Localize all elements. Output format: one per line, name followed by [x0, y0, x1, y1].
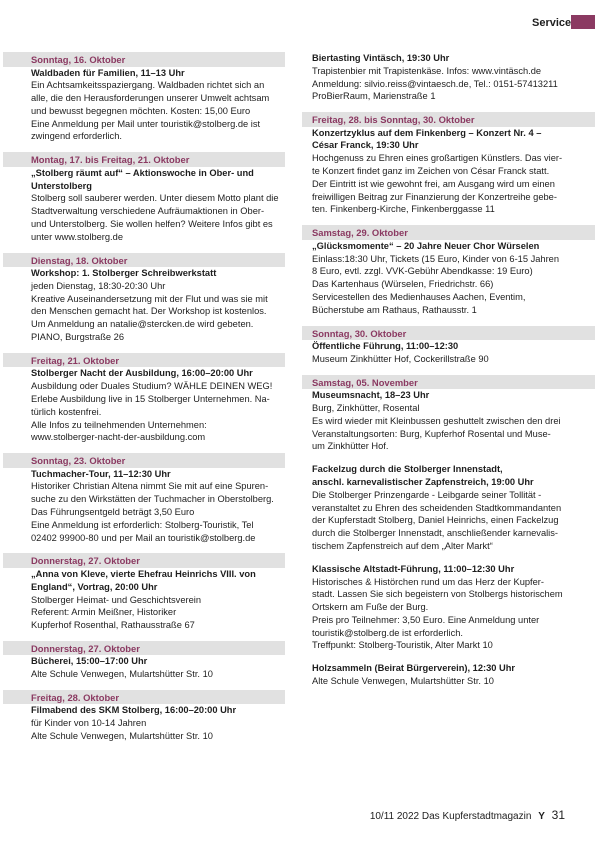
event-text-line: Stadtverwaltung verschiedene Aufräumaktionen in Ober- [31, 206, 265, 217]
event-body [302, 662, 595, 688]
event-text-line: ProBierRaum, Marienstraße 1 [312, 91, 436, 102]
event-text-line: tischem Zapfenstreich auf dem „Alter Markt“ [312, 540, 493, 551]
event-entry [302, 112, 595, 216]
event-text-line: um Zinkhütter Hof. [312, 441, 389, 452]
event-entry [3, 253, 285, 344]
event-text-line: und bewusst begegnen möchten. Kosten: 15,00 Euro [31, 105, 251, 116]
event-title-line: Tuchmacher-Tour, 11–12:30 Uhr [31, 468, 171, 479]
event-text-line: Alte Schule Venwegen, Mulartshütter Str. 10 [312, 676, 494, 687]
event-entry [3, 690, 285, 743]
event-text-line: suche zu den Wirkstätten der Tuchmacher in Oberstolberg. [31, 494, 274, 505]
issue-label: 10/11 2022 Das Kupferstadtmagazin [369, 811, 532, 822]
event-text-line: veranstaltet zu Ehren des scheidenden Stadtkommandanten [312, 502, 562, 513]
event-title-line: „Anna von Kleve, vierte Ehefrau Heinrichs VIII. von [31, 568, 256, 579]
event-text-line: 8 Euro, evtl. zzgl. VVK-Gebühr Abendkasse: 19 Euro) [312, 266, 533, 277]
event-entry [302, 463, 595, 553]
event-title-line: Waldbaden für Familien, 11–13 Uhr [31, 67, 185, 78]
event-text-line: den Menschen gemacht hat. Der Workshop ist kostenlos. [31, 306, 267, 317]
event-entry [3, 641, 285, 681]
event-title-line: Workshop: 1. Stolberger Schreibwerkstatt [31, 268, 217, 279]
event-date: Samstag, 05. November [302, 375, 595, 390]
event-text-line: Museum Zinkhütter Hof, Cockerillstraße 90 [312, 353, 489, 364]
events-column-right [302, 52, 595, 697]
event-text-line: 02402 99900-80 und per Mail an touristik@stolberg.de [31, 532, 256, 543]
event-text-line: Veranstaltungsorten: Burg, Kupferhof Rosental und Muse- [312, 428, 551, 439]
event-text-line: Eine Anmeldung per Mail unter touristik@stolberg.de ist [31, 118, 261, 129]
event-title-line: Biertasting Vintäsch, 19:30 Uhr [312, 53, 450, 63]
event-body [302, 389, 595, 453]
page-footer [370, 808, 565, 822]
event-text-line: Stolberg soll sauberer werden. Unter diesem Motto plant die [31, 193, 279, 204]
event-text-line: te Konzert findet ganz im Zeichen von César Franck statt. [312, 166, 550, 177]
event-text-line: Referent: Armin Meißner, Historiker [31, 607, 177, 618]
event-body [302, 463, 595, 553]
event-body [302, 240, 595, 317]
event-date: Freitag, 28. Oktober [3, 690, 285, 705]
event-title-line: Bücherei, 15:00–17:00 Uhr [31, 656, 148, 667]
event-text-line: Burg, Zinkhütter, Rosental [312, 402, 420, 413]
event-text-line: alle, die den Herausforderungen unserer Umwelt achtsam [31, 93, 270, 104]
event-text-line: Hochgenuss zu Ehren eines großartigen Künstlers. Das vier- [312, 153, 563, 164]
event-text-line: freiwilligen Beitrag zur Finanzierung der Konzertreihe gebe- [312, 191, 557, 202]
events-column-left [3, 52, 285, 752]
event-body [302, 127, 595, 217]
event-title-line: England“, Vortrag, 20:00 Uhr [31, 581, 158, 592]
event-body [302, 52, 595, 103]
event-text-line: türlich kostenfrei. [31, 406, 102, 417]
event-body [302, 563, 595, 653]
section-accent-bar [571, 15, 595, 29]
event-text-line: Ausbildung oder Duales Studium? WÄHLE DEINEN WEG! [31, 381, 273, 392]
event-entry [3, 52, 285, 143]
event-title-line: „Glücksmomente“ – 20 Jahre Neuer Chor Würselen [312, 240, 540, 251]
event-text-line: Das Führungsentgeld beträgt 3,50 Euro [31, 507, 195, 518]
event-text-line: Bücherstube am Rathaus, Rathausstr. 1 [312, 304, 477, 315]
event-title-line: anschl. karnevalistischer Zapfenstreich, 19:00 Uhr [312, 476, 534, 487]
event-title-line: Stolberger Nacht der Ausbildung, 16:00–20:00 Uhr [31, 368, 253, 379]
event-text-line: Erlebe Ausbildung live in 15 Stolberger Unternehmen. Na- [31, 393, 270, 404]
event-text-line: Es wird wieder mit Kleinbussen geshuttelt zwischen den drei [312, 415, 561, 426]
event-text-line: Das Kartenhaus (Würselen, Friedrichstr. 66) [312, 279, 494, 290]
event-text-line: und Unterstolberg. Sie wollen helfen? Weitere Infos gibt es [31, 218, 273, 229]
event-body [302, 340, 595, 366]
event-date: Sonntag, 30. Oktober [302, 326, 595, 341]
event-text-line: Anmeldung: silvio.reiss@vintaesch.de, Tel.: 0151-57413211 [312, 78, 558, 89]
event-text-line: Historisches & Histörchen rund um das Herz der Kupfer- [312, 576, 544, 587]
event-text-line: Eine Anmeldung ist erforderlich: Stolberg-Touristik, Tel [31, 519, 254, 530]
event-body [3, 568, 285, 632]
event-body [3, 167, 285, 244]
event-text-line: PIANO, Burgstraße 26 [31, 332, 125, 343]
event-date: Freitag, 28. bis Sonntag, 30. Oktober [302, 112, 595, 127]
event-text-line: Kupferhof Rosenthal, Rathausstraße 67 [31, 620, 195, 631]
event-title-line: „Stolberg räumt auf“ – Aktionswoche in Ober- und [31, 167, 254, 178]
event-title-line: Fackelzug durch die Stolberger Innenstadt, [312, 464, 503, 475]
event-text-line: durch die Stolberger Innenstadt, anschließender karnevalis- [312, 528, 558, 539]
event-text-line: Ortskern am Fuße der Burg. [312, 602, 429, 613]
event-date: Sonntag, 16. Oktober [3, 52, 285, 67]
event-entry [302, 52, 595, 103]
event-text-line: touristik@stolberg.de ist erforderlich. [312, 627, 464, 638]
event-entry [3, 453, 285, 544]
event-text-line: zwingend erforderlich. [31, 131, 122, 142]
event-text-line: Trapistenbier mit Trapistenkäse. Infos: www.vintäsch.de [312, 65, 542, 76]
event-body [3, 468, 285, 545]
event-text-line: jeden Dienstag, 18:30-20:30 Uhr [31, 280, 166, 291]
magazine-logo: Y [538, 811, 545, 822]
event-entry [302, 375, 595, 453]
event-text-line: Alte Schule Venwegen, Mulartshütter Str. 10 [31, 731, 213, 742]
event-entry [302, 225, 595, 316]
event-body [3, 655, 285, 681]
event-text-line: Der Eintritt ist wie gewohnt frei, am Ausgang wird um einen [312, 178, 555, 189]
event-text-line: Kreative Auseinandersetzung mit der Flut und was sie mit [31, 293, 268, 304]
event-text-line: stadt. Lassen Sie sich begeistern von Stolbergs historischem [312, 589, 563, 600]
event-date: Montag, 17. bis Freitag, 21. Oktober [3, 152, 285, 167]
event-text-line: für Kinder von 10-14 Jahren [31, 718, 147, 729]
event-text-line: Ein Achtsamkeitsspaziergang. Waldbaden richtet sich an [31, 80, 265, 91]
event-title-line: Öffentliche Führung, 11:00–12:30 [312, 341, 459, 352]
event-entry [3, 553, 285, 631]
event-text-line: Alle Infos zu teilnehmenden Unternehmen: [31, 419, 207, 430]
page-number: 31 [551, 808, 565, 822]
event-date: Dienstag, 18. Oktober [3, 253, 285, 268]
event-entry [3, 353, 285, 444]
event-body [3, 67, 285, 144]
event-body [3, 704, 285, 742]
event-entry [302, 326, 595, 366]
event-date: Freitag, 21. Oktober [3, 353, 285, 368]
event-title-line: Museumsnacht, 18–23 Uhr [312, 390, 430, 401]
event-text-line: Um Anmeldung an natalie@stercken.de wird gebeten. [31, 319, 254, 330]
section-label: Service [532, 17, 572, 29]
event-title-line: César Franck, 19:30 Uhr [312, 140, 419, 151]
event-entry [3, 152, 285, 243]
event-date: Sonntag, 23. Oktober [3, 453, 285, 468]
event-text-line: der Kupferstadt Stolberg, Daniel Heinrichs, einen Fackelzug [312, 515, 559, 526]
event-entry [302, 662, 595, 688]
event-text-line: Treffpunkt: Stolberg-Touristik, Alter Markt 10 [312, 640, 493, 651]
event-date: Donnerstag, 27. Oktober [3, 553, 285, 568]
event-text-line: ten. Finkenberg-Kirche, Finkenberggasse 11 [312, 204, 495, 215]
event-text-line: Servicestellen des Medienhauses Aachen, Eventim, [312, 291, 526, 302]
event-entry [302, 563, 595, 653]
event-body [3, 367, 285, 444]
event-date: Donnerstag, 27. Oktober [3, 641, 285, 656]
event-title-line: Klassische Altstadt-Führung, 11:00–12:30 Uhr [312, 563, 515, 574]
event-text-line: Alte Schule Venwegen, Mulartshütter Str. 10 [31, 669, 213, 680]
event-body [3, 267, 285, 344]
event-title-line: Konzertzyklus auf dem Finkenberg – Konzert Nr. 4 – [312, 127, 542, 138]
event-title-line: Unterstolberg [31, 180, 92, 191]
event-date: Samstag, 29. Oktober [302, 225, 595, 240]
event-text-line: www.stolberger-nacht-der-ausbildung.com [31, 432, 206, 443]
event-title-line: Holzsammeln (Beirat Bürgerverein), 12:30 Uhr [312, 663, 516, 674]
event-title-line: Filmabend des SKM Stolberg, 16:00–20:00 Uhr [31, 705, 237, 716]
event-text-line: unter www.stolberg.de [31, 231, 123, 242]
event-text-line: Einlass:18:30 Uhr, Tickets (15 Euro, Kinder von 6-15 Jahren [312, 253, 560, 264]
event-text-line: Historiker Christian Altena nimmt Sie mit auf eine Spuren- [31, 481, 269, 492]
event-text-line: Stolberger Heimat- und Geschichtsverein [31, 594, 202, 605]
event-text-line: Preis pro Teilnehmer: 3,50 Euro. Eine Anmeldung unter [312, 614, 540, 625]
event-text-line: Die Stolberger Prinzengarde - Leibgarde seiner Tollität - [312, 489, 542, 500]
